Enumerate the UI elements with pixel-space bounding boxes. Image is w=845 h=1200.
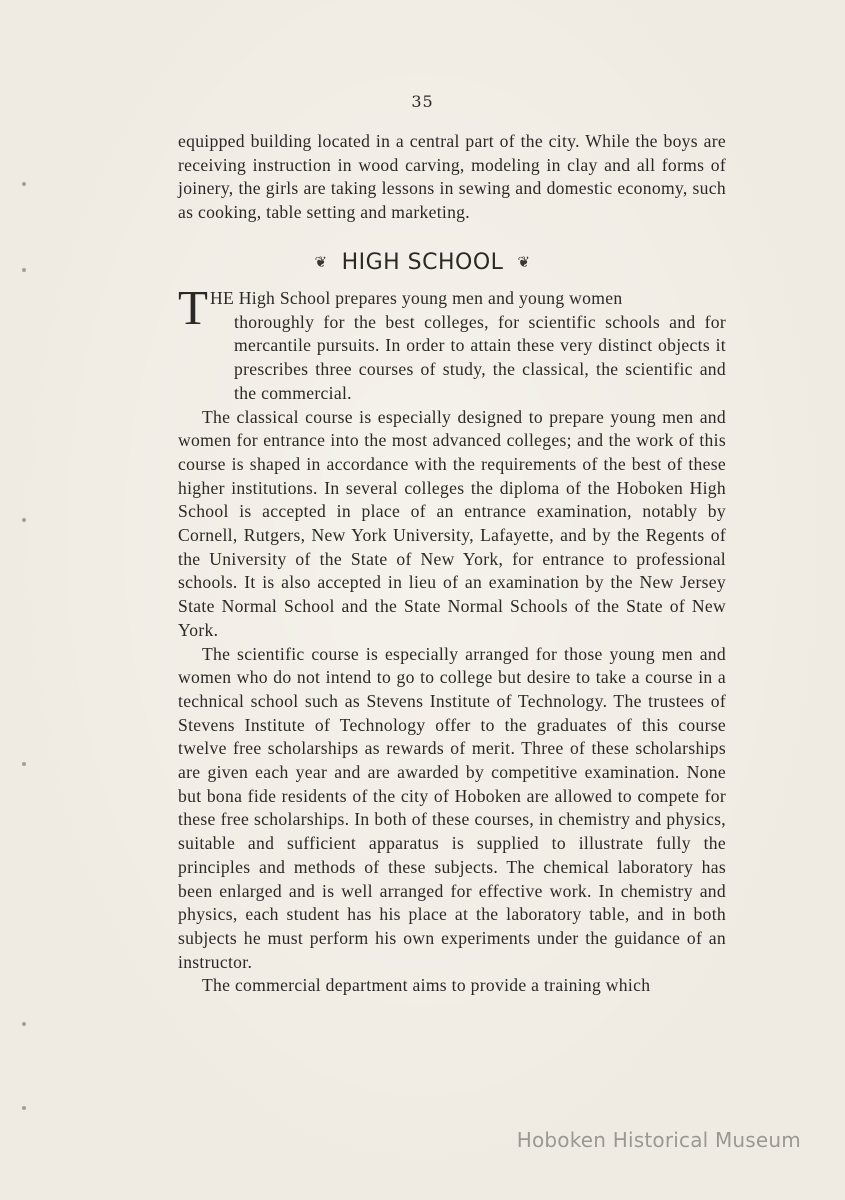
heading-title: HIGH SCHOOL — [341, 250, 504, 275]
binding-mark — [22, 182, 26, 186]
binding-mark — [22, 762, 26, 766]
drop-cap: T — [178, 280, 208, 335]
fleuron-right-icon: ❦ — [517, 253, 531, 271]
binding-mark — [22, 518, 26, 522]
page-number: 35 — [411, 92, 434, 111]
classical-paragraph: The classical course is especially designed to prepare young men and women for entrance into the most advanced colleges; and the work of this course is shaped in accordance with the requirements of the best of these higher institutions. In several colleges the diploma of the Hoboken High School is accepted in place of an entrance examination, notably by Cornell, Rutgers, New York University, Lafayette, and by the Regents of the University of the State of New York, for entrance to professional schools. It is also accepted in lieu of an examination by the New Jersey State Normal School and the State Normal Schools of the State of New York. — [178, 406, 726, 640]
museum-watermark: Hoboken Historical Museum — [516, 1128, 801, 1152]
intro-paragraph — [178, 130, 726, 225]
scientific-paragraph: The scientific course is especially arranged for those young men and women who do not intend to go to college but desire to take a course in a technical school such as Stevens Institute of Technology. The trustees of Stevens Institute of Technology offer to the graduates of this course twelve free scholarships as rewards of merit. Three of these scholarships are given each year and are awarded by competitive examination. None but bona fide residents of the city of Hoboken are allowed to compete for these free scholarships. In both of these courses, in chemistry and physics, suitable and sufficient apparatus is supplied to illustrate fully the principles and methods of these subjects. The chemical laboratory has been enlarged and is well arranged for effective work. In chemistry and physics, each student has his place at the laboratory table, and in both subjects he must perform his own experiments under the guidance of an instructor. — [178, 643, 726, 972]
intro-text: equipped building located in a central part of the city. While the boys are receiving instruction in wood carving, modeling in clay and all forms of joinery, the girls are taking lessons in sewing and domestic economy, such as cooking, table setting and marketing. — [178, 131, 726, 223]
first-line: HE High School prepares young men and young women — [210, 288, 623, 308]
section-heading — [0, 250, 845, 275]
high-school-body — [178, 287, 726, 998]
commercial-paragraph: The commercial department aims to provide a training which — [202, 975, 651, 996]
binding-mark — [22, 1022, 26, 1026]
first-para-rest: thoroughly for the best colleges, for scientific schools and for mercantile pursuits. In order to attain these very distinct objects it prescribes three courses of study, the classical, the scientific and the commercial. — [234, 311, 726, 403]
binding-mark — [22, 1106, 26, 1110]
fleuron-left-icon: ❦ — [314, 253, 328, 271]
first-para-second-line — [178, 311, 726, 406]
